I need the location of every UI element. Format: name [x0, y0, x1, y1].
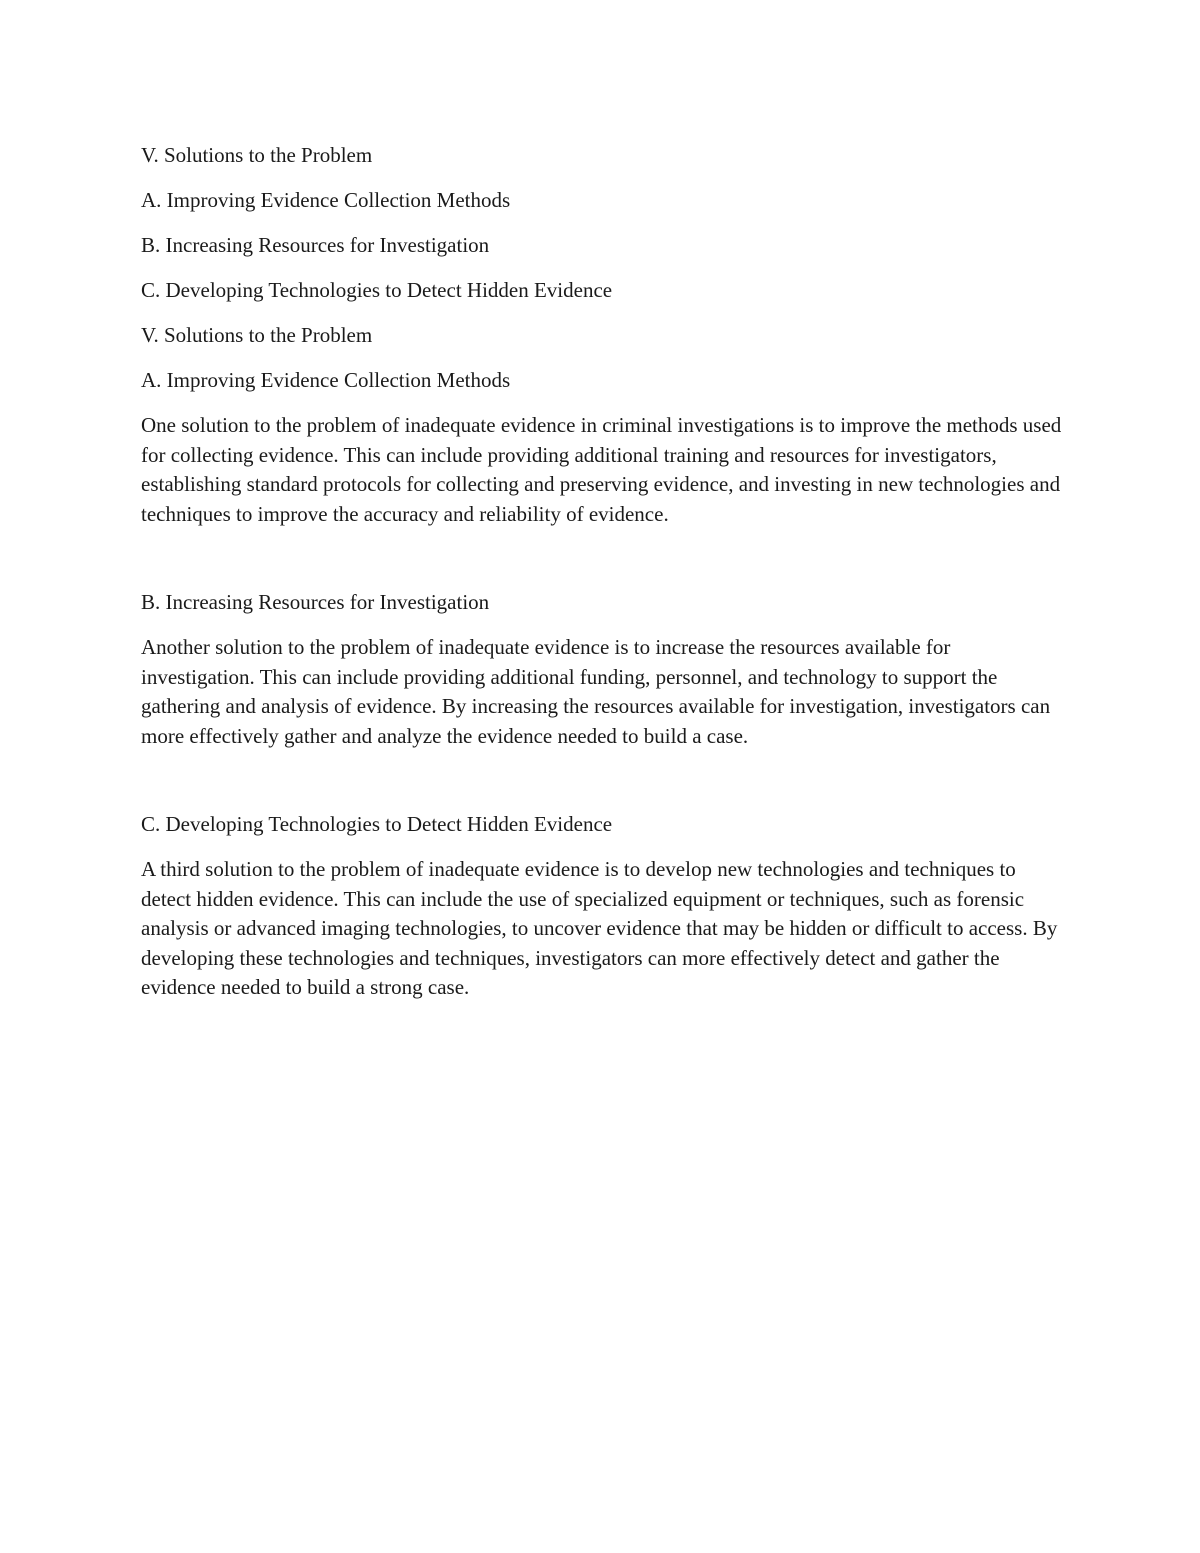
section-a-paragraph: One solution to the problem of inadequate evidence in criminal investigations is to improve the methods used for collecting evidence. This can include providing additional training and resources for investigators, establishing standard protocols for collecting and preserving evidence, and investing in new technologies and techniques to improve the accuracy and reliability of evidence.: [141, 413, 1062, 526]
outline-item-a: A. Improving Evidence Collection Methods: [141, 188, 511, 212]
section-c-paragraph: A third solution to the problem of inadequate evidence is to develop new technologies and techniques to detect hidden evidence. This can include the use of specialized equipment or techniques, such as forensic analysis or advanced imaging technologies, to uncover evidence that may be hidden or difficult to access. By developing these technologies and techniques, investigators can more effectively detect and gather the evidence needed to build a strong case.: [141, 857, 1058, 999]
section-c-heading: C. Developing Technologies to Detect Hidden Evidence: [141, 812, 613, 836]
body-title: V. Solutions to the Problem: [141, 323, 373, 347]
outline-item-b: B. Increasing Resources for Investigation: [141, 233, 490, 257]
outline-item-c: C. Developing Technologies to Detect Hidden Evidence: [141, 278, 613, 302]
outline-title: V. Solutions to the Problem: [141, 143, 373, 167]
document-content: [141, 141, 1066, 1003]
section-a-heading: A. Improving Evidence Collection Methods: [141, 368, 511, 392]
section-b-paragraph: Another solution to the problem of inadequate evidence is to increase the resources available for investigation. This can include providing additional funding, personnel, and technology to support the gathering and analysis of evidence. By increasing the resources available for investigation, investigators can more effectively gather and analyze the evidence needed to build a case.: [141, 635, 1051, 748]
section-b-heading: B. Increasing Resources for Investigation: [141, 590, 490, 614]
